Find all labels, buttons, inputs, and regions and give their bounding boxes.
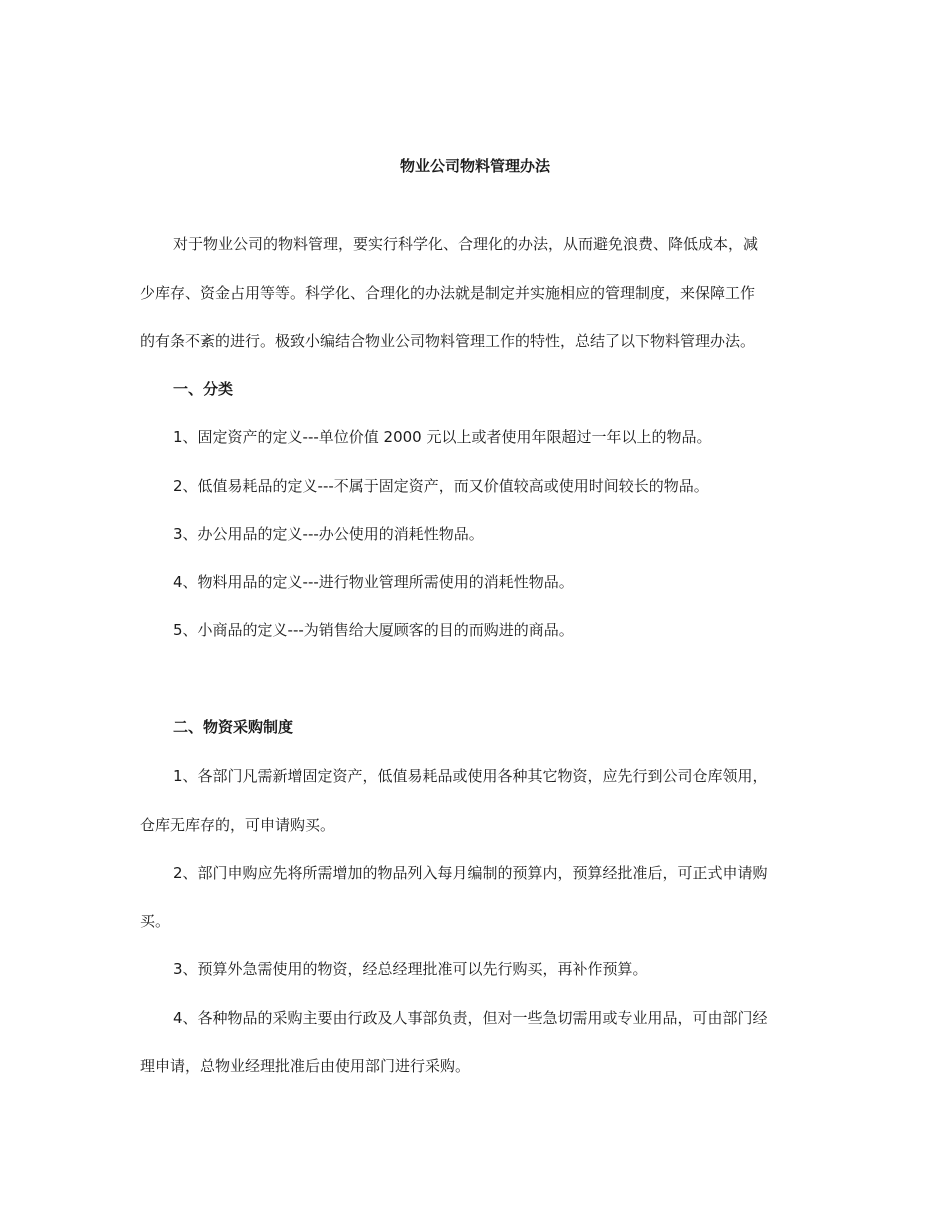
classification-item-5: 5、小商品的定义---为销售给大厦顾客的目的而购进的商品。 [173,621,574,639]
classification-item-2: 2、低值易耗品的定义---不属于固定资产，而又价值较高或使用时间较长的物品。 [173,477,709,495]
procurement-item-3: 3、预算外急需使用的物资，经总经理批准可以先行购买，再补作预算。 [173,960,648,978]
classification-item-3: 3、办公用品的定义---办公使用的消耗性物品。 [173,525,484,543]
intro-line-3: 的有条不紊的进行。极致小编结合物业公司物料管理工作的特性，总结了以下物料管理办法。 [140,332,756,350]
classification-item-4: 4、物料用品的定义---进行物业管理所需使用的消耗性物品。 [173,573,574,591]
procurement-item-4-line-1: 4、各种物品的采购主要由行政及人事部负责，但对一些急切需用或专业用品，可由部门经 [173,1009,768,1027]
document-title: 物业公司物料管理办法 [399,157,550,175]
section-heading-procurement: 二、物资采购制度 [173,718,294,736]
procurement-item-4-line-2: 理申请，总物业经理批准后由使用部门进行采购。 [140,1057,471,1075]
classification-item-1: 1、固定资产的定义---单位价值 2000 元以上或者使用年限超过一年以上的物品。 [173,428,712,446]
procurement-item-1-line-2: 仓库无库存的，可申请购买。 [140,816,336,834]
procurement-item-1-line-1: 1、各部门凡需新增固定资产，低值易耗品或使用各种其它物资，应先行到公司仓库领用， [173,767,768,785]
section-heading-classification: 一、分类 [173,380,234,398]
procurement-item-2-line-2: 买。 [140,912,171,930]
intro-line-2: 少库存、资金占用等等。科学化、合理化的办法就是制定并实施相应的管理制度，来保障工作 [140,284,756,302]
procurement-item-2-line-1: 2、部门申购应先将所需增加的物品列入每月编制的预算内，预算经批准后，可正式申请购 [173,864,768,882]
intro-line-1: 对于物业公司的物料管理，要实行科学化、合理化的办法，从而避免浪费、降低成本，减 [173,235,759,253]
